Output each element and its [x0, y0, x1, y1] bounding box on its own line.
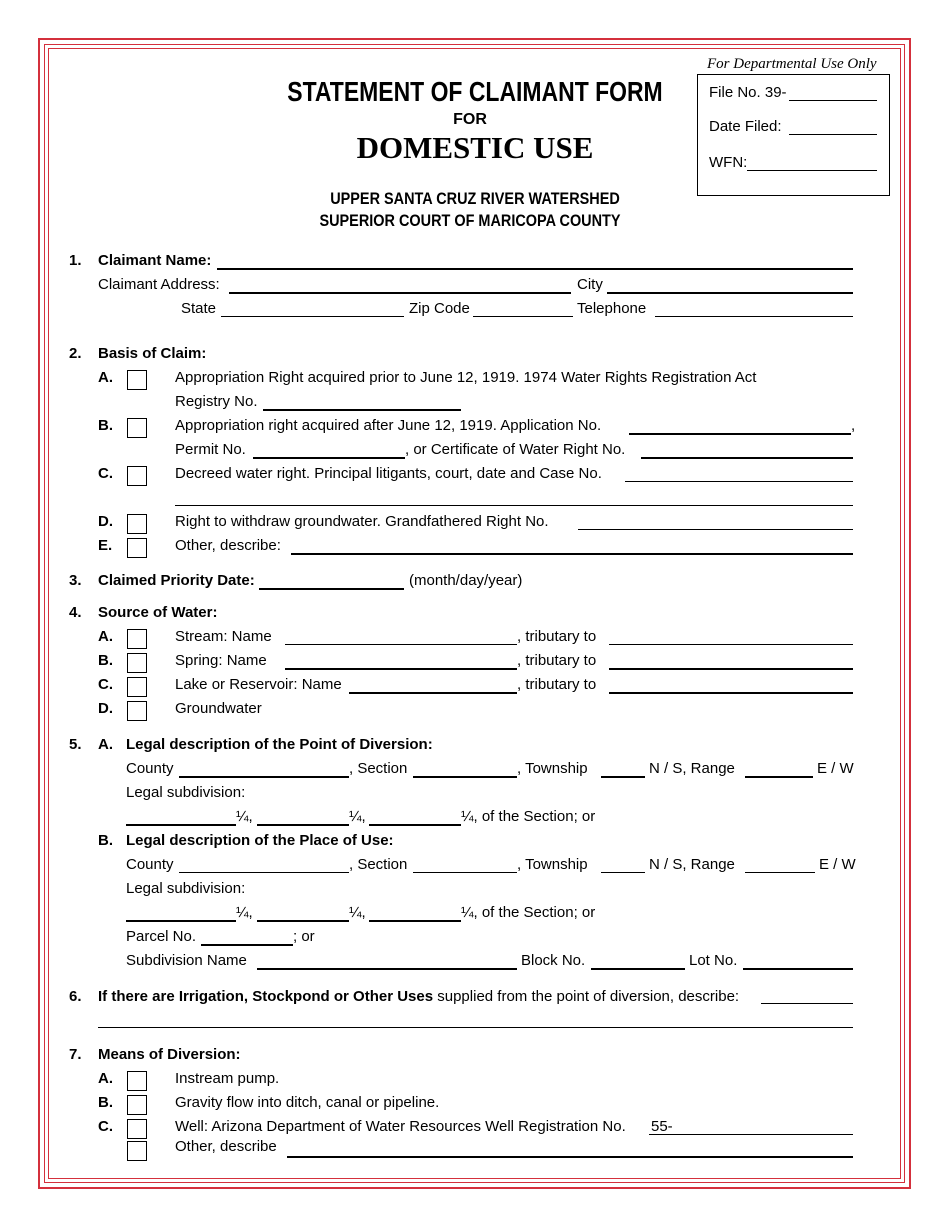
diversion-other-checkbox[interactable] [127, 1141, 147, 1161]
section-3-number: 3. [69, 572, 82, 589]
basis-e-letter: E. [98, 537, 113, 554]
basis-d-letter: D. [98, 513, 113, 530]
wfn-field[interactable] [747, 170, 877, 171]
pou-quarter-2-field[interactable] [257, 920, 349, 922]
section-7-number: 7. [69, 1046, 82, 1063]
place-of-use-title: Legal description of the Place of Use: [126, 832, 394, 849]
section-6-number: 6. [69, 988, 82, 1005]
subdivision-name-label: Subdivision Name [126, 952, 247, 969]
groundwater-label: Groundwater [175, 700, 262, 717]
lot-no-field[interactable] [743, 968, 853, 970]
pod-quarter-3-field[interactable] [369, 824, 461, 826]
source-a-checkbox[interactable] [127, 629, 147, 649]
source-c-letter: C. [98, 676, 113, 693]
date-filed-label: Date Filed: [709, 118, 782, 135]
stream-tributary-field[interactable] [609, 644, 853, 645]
parcel-no-label: Parcel No. [126, 928, 197, 945]
parcel-or-label: ; or [293, 928, 315, 945]
certificate-field[interactable] [641, 457, 853, 459]
pod-township-label: , Township [517, 760, 588, 777]
application-no-comma: , [851, 417, 856, 434]
spring-tributary-label: , tributary to [517, 652, 597, 669]
state-label: State [181, 300, 217, 317]
diversion-a-letter: A. [98, 1070, 113, 1087]
other-uses-field[interactable] [761, 1003, 853, 1004]
claimant-address-field[interactable] [229, 292, 571, 294]
pod-township-field[interactable] [601, 776, 645, 778]
pou-quarter-3-label: ¼, of the Section; or [461, 904, 596, 921]
case-no-field-continued[interactable] [175, 505, 853, 506]
permit-no-field[interactable] [253, 457, 405, 459]
pod-section-field[interactable] [413, 776, 517, 778]
basis-c-text: Decreed water right. Principal litigants, court, date and Case No. [175, 465, 602, 482]
pou-ns-range-label: N / S, Range [649, 856, 735, 873]
subdivision-name-field[interactable] [257, 968, 517, 970]
application-no-field[interactable] [629, 433, 851, 435]
pou-county-label: County [126, 856, 174, 873]
diversion-c-checkbox[interactable] [127, 1119, 147, 1139]
well-registration-label: Well: Arizona Department of Water Resources Well Registration No. [175, 1118, 626, 1135]
certificate-label: , or Certificate of Water Right No. [405, 441, 626, 458]
source-d-checkbox[interactable] [127, 701, 147, 721]
priority-date-label: Claimed Priority Date: [98, 572, 255, 589]
lake-tributary-label: , tributary to [517, 676, 597, 693]
stream-tributary-label: , tributary to [517, 628, 597, 645]
pou-quarter-1-field[interactable] [126, 920, 236, 922]
well-registration-prefix: 55- [651, 1118, 673, 1135]
grandfathered-right-field[interactable] [578, 529, 853, 530]
means-of-diversion-title: Means of Diversion: [98, 1046, 241, 1063]
file-no-field[interactable] [789, 100, 877, 101]
basis-b-checkbox[interactable] [127, 418, 147, 438]
pou-legal-subdivision-label: Legal subdivision: [126, 880, 246, 897]
spring-name-label: Spring: Name [175, 652, 267, 669]
diversion-other-label: Other, describe [175, 1138, 277, 1155]
basis-a-letter: A. [98, 369, 113, 386]
pou-township-label: , Township [517, 856, 588, 873]
claimant-name-label: Claimant Name: [98, 252, 212, 269]
basis-of-claim-title: Basis of Claim: [98, 345, 207, 362]
court-name: SUPERIOR COURT OF MARICOPA COUNTY [319, 211, 621, 230]
basis-e-checkbox[interactable] [127, 538, 147, 558]
pod-quarter-1-field[interactable] [126, 824, 236, 826]
pou-range-field[interactable] [745, 872, 815, 873]
registry-no-label: Registry No. [175, 393, 258, 410]
zip-field[interactable] [473, 316, 573, 317]
diversion-a-checkbox[interactable] [127, 1071, 147, 1091]
section-1-number: 1. [69, 252, 82, 269]
pod-ns-range-label: N / S, Range [649, 760, 735, 777]
pou-ew-label: E / W [819, 856, 856, 873]
diversion-b-letter: B. [98, 1094, 113, 1111]
diversion-c-letter: C. [98, 1118, 113, 1135]
state-field[interactable] [221, 316, 404, 317]
pou-county-field[interactable] [179, 872, 349, 873]
zip-label: Zip Code [409, 300, 470, 317]
section-4-number: 4. [69, 604, 82, 621]
instream-pump-label: Instream pump. [175, 1070, 280, 1087]
section-5-number: 5. [69, 736, 82, 753]
wfn-label: WFN: [709, 154, 748, 171]
spring-name-field[interactable] [285, 668, 517, 670]
lake-name-field[interactable] [349, 692, 517, 694]
lot-no-label: Lot No. [689, 952, 738, 969]
pod-quarter-2-field[interactable] [257, 824, 349, 826]
pod-quarter-2-label: ¼, [349, 808, 366, 825]
source-a-letter: A. [98, 628, 113, 645]
section-5a-letter: A. [98, 736, 113, 753]
block-no-label: Block No. [521, 952, 586, 969]
priority-date-field[interactable] [259, 588, 404, 590]
basis-d-checkbox[interactable] [127, 514, 147, 534]
departmental-use-title: For Departmental Use Only [707, 56, 877, 72]
basis-b-letter: B. [98, 417, 113, 434]
basis-other-field[interactable] [291, 553, 853, 555]
diversion-other-field[interactable] [287, 1156, 853, 1158]
other-uses-bold: If there are Irrigation, Stockpond or Other Uses [98, 988, 434, 1005]
form-title: STATEMENT OF CLAIMANT FORM [287, 76, 663, 107]
spring-tributary-field[interactable] [609, 668, 853, 670]
source-d-letter: D. [98, 700, 113, 717]
pod-range-field[interactable] [745, 776, 813, 778]
basis-d-text: Right to withdraw groundwater. Grandfathered Right No. [175, 513, 549, 530]
section-2-number: 2. [69, 345, 82, 362]
other-uses-rest: supplied from the point of diversion, describe: [437, 988, 740, 1005]
pod-ew-label: E / W [817, 760, 854, 777]
telephone-label: Telephone [577, 300, 647, 317]
basis-a-text: Appropriation Right acquired prior to June 12, 1919. 1974 Water Rights Registration Act [175, 369, 757, 386]
lake-name-label: Lake or Reservoir: Name [175, 676, 342, 693]
file-no-label: File No. 39- [709, 84, 787, 101]
parcel-no-field[interactable] [201, 944, 293, 946]
point-of-diversion-title: Legal description of the Point of Diversion: [126, 736, 433, 753]
source-c-checkbox[interactable] [127, 677, 147, 697]
pod-legal-subdivision-label: Legal subdivision: [126, 784, 246, 801]
section-5b-letter: B. [98, 832, 113, 849]
pou-quarter-2-label: ¼, [349, 904, 366, 921]
pou-quarter-3-field[interactable] [369, 920, 461, 922]
claimant-name-field[interactable] [217, 268, 853, 270]
form-for: FOR [453, 111, 487, 128]
watershed-name: UPPER SANTA CRUZ RIVER WATERSHED [330, 189, 620, 208]
basis-e-text: Other, describe: [175, 537, 281, 554]
pou-township-field[interactable] [601, 872, 645, 873]
registry-no-field[interactable] [263, 409, 461, 411]
pod-quarter-3-label: ¼, of the Section; or [461, 808, 596, 825]
source-of-water-title: Source of Water: [98, 604, 218, 621]
claimant-address-label: Claimant Address: [98, 276, 220, 293]
pou-section-field[interactable] [413, 872, 517, 873]
city-field[interactable] [607, 292, 853, 294]
form-use-type: DOMESTIC USE [356, 130, 594, 165]
city-label: City [577, 276, 603, 293]
diversion-b-checkbox[interactable] [127, 1095, 147, 1115]
lake-tributary-field[interactable] [609, 692, 853, 694]
source-b-letter: B. [98, 652, 113, 669]
stream-name-field[interactable] [285, 644, 517, 645]
basis-a-checkbox[interactable] [127, 370, 147, 390]
gravity-flow-label: Gravity flow into ditch, canal or pipeline. [175, 1094, 440, 1111]
pod-county-label: County [126, 760, 174, 777]
permit-no-label: Permit No. [175, 441, 246, 458]
telephone-field[interactable] [655, 316, 853, 317]
priority-date-format: (month/day/year) [409, 572, 523, 589]
date-filed-field[interactable] [789, 134, 877, 135]
pou-section-label: , Section [349, 856, 408, 873]
other-uses-field-continued[interactable] [98, 1027, 853, 1028]
source-b-checkbox[interactable] [127, 653, 147, 673]
well-registration-field[interactable] [649, 1134, 853, 1135]
pod-section-label: , Section [349, 760, 408, 777]
basis-c-letter: C. [98, 465, 113, 482]
block-no-field[interactable] [591, 968, 685, 970]
basis-b-text: Appropriation right acquired after June 12, 1919. Application No. [175, 417, 602, 434]
case-no-field[interactable] [625, 481, 853, 482]
pod-county-field[interactable] [179, 776, 349, 778]
pod-quarter-1-label: ¼, [236, 808, 253, 825]
basis-c-checkbox[interactable] [127, 466, 147, 486]
other-uses-text [98, 988, 739, 1005]
pou-quarter-1-label: ¼, [236, 904, 253, 921]
stream-name-label: Stream: Name [175, 628, 272, 645]
